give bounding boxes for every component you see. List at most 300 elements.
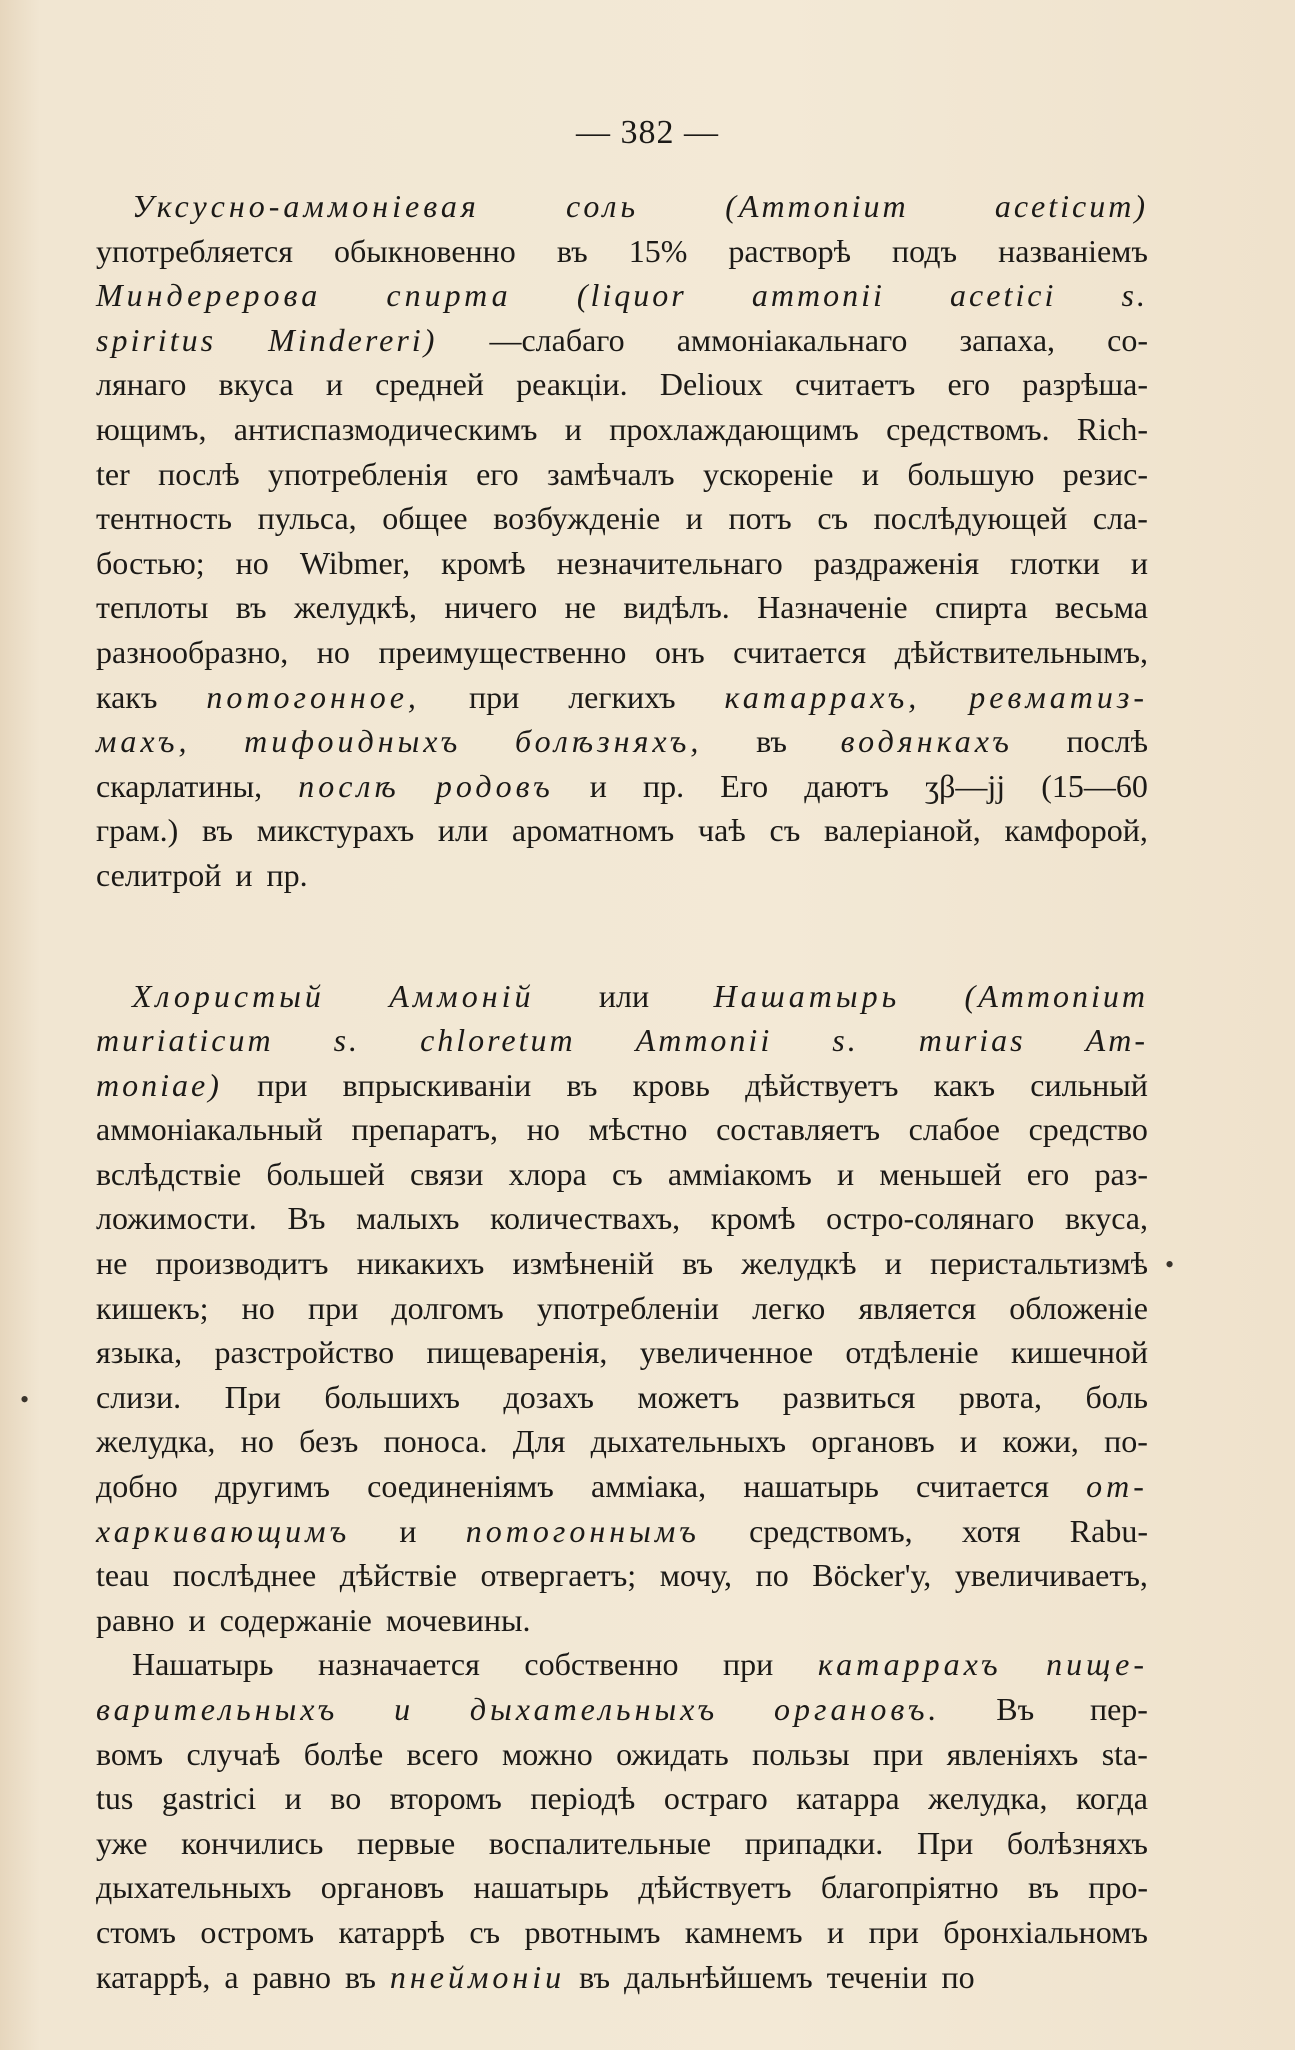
word: катаррѣ, [96,1958,211,1995]
word: а [224,1958,239,1995]
word: его [1026,1155,1070,1192]
word: пищеваренiя, [426,1334,608,1371]
word: дѣйствiе [339,1557,457,1594]
word: Назначенiе [757,589,908,626]
word: болѣзняхъ [1006,1824,1148,1861]
word: его [476,455,519,492]
word: при [257,1066,308,1103]
word: воспалительные [488,1824,712,1861]
word: растворѣ [728,232,852,269]
word: дыхательныхъ [469,1691,719,1727]
text-line [96,1018,1148,1063]
word: Am- [1085,1022,1148,1059]
word: (Ammonium [964,977,1148,1014]
text-line [96,1821,1148,1866]
word: teau [96,1557,150,1594]
word: второмъ [389,1780,502,1817]
word: лянаго [96,366,187,403]
word: ароматномъ [511,812,675,849]
word: обыкновенно [333,232,516,269]
word: аммонiакальный [96,1111,323,1148]
word: назначается [318,1646,480,1683]
word: При [916,1824,974,1861]
word: Böcker'у, [812,1557,932,1594]
word: препаратъ, [351,1111,499,1148]
word: онъ [654,633,705,670]
text-line [96,541,1148,586]
word: послѣ [158,455,240,492]
word: потогоннымъ [465,1512,700,1549]
word: остро-солянаго [826,1200,1035,1237]
word: припадки. [744,1824,884,1861]
text-line [96,853,1148,898]
word: Хлористый [132,977,325,1014]
word: варительныхъ [96,1691,339,1727]
word: и [1130,544,1148,581]
word: и [325,366,343,403]
word: разнообразно, [96,633,289,670]
word: кровь [632,1066,710,1103]
text-line [96,585,1148,630]
word: пер- [1089,1691,1148,1727]
word: въ [1028,1869,1059,1906]
text-line [96,1598,1148,1643]
word: всего [406,1735,479,1772]
word: сла- [1092,500,1148,537]
word: бостью; [96,544,205,581]
word: благопрiятно [820,1869,999,1906]
text-line [96,1553,1148,1598]
word: по- [1104,1423,1148,1460]
word: съ [469,1913,501,1950]
word: грам.) [96,812,179,849]
word: средство [1028,1111,1148,1148]
word: въ [556,232,588,269]
word: амміака, [591,1468,707,1505]
text-line [96,675,1148,720]
word: желудка, [96,1423,216,1460]
word: мочу, [659,1557,733,1594]
word: во [330,1780,362,1817]
word: Нашатырь [713,977,901,1014]
word: хлора [508,1155,587,1192]
word: кишекъ; [96,1289,209,1326]
word: въ [235,589,267,626]
word: и [589,767,607,804]
word: подъ [892,232,958,269]
word: но [235,544,269,581]
word: большую [907,455,1035,492]
word: потъ [728,500,792,537]
word: поноса. [383,1423,488,1460]
word: или [598,977,650,1014]
margin-dot: • [20,1385,30,1414]
word: раз- [1094,1155,1148,1192]
text-line [96,630,1148,675]
word: кромѣ [441,544,526,581]
word: въ [202,812,233,849]
word: aceticum) [994,188,1148,224]
word: дѣйствуетъ [745,1066,899,1103]
word: чаѣ [698,812,746,849]
paragraph-ammonium-chloride-indications [96,1642,1148,1999]
word: махъ, [96,723,191,760]
word: въ [579,1958,611,1995]
word: глотки [1010,544,1100,581]
word: нашатырь [473,1869,609,1906]
word: прохлаждающимъ [609,410,859,447]
word: кромѣ [710,1200,796,1237]
word: или [437,812,489,849]
word: Delioux [659,366,763,403]
word: органовъ [811,1423,935,1460]
word: разрѣша- [1022,366,1148,403]
word: случаѣ [186,1735,281,1772]
word: остраго [663,1780,768,1817]
text-line [96,1776,1148,1821]
word: средней [375,366,484,403]
word: антиспазмодическимъ [233,410,538,447]
word: мѣстно [588,1111,688,1148]
word: но [240,1423,274,1460]
word: болѣзняхъ, [514,723,703,760]
word: Ammonii [635,1022,773,1059]
text-line [96,1152,1148,1197]
text-line [96,808,1148,853]
word: амміакомъ [667,1155,812,1192]
word: потогонное, [206,678,420,715]
word: преимущественно [378,633,627,670]
word: обложенiе [1009,1289,1148,1326]
word: spiritus [96,321,217,358]
word: даютъ [804,767,889,804]
word: отвергаетъ; [480,1557,637,1594]
word: употребленiи [536,1289,719,1326]
word: дѣйствительнымъ, [894,633,1148,670]
word: пульса, [257,500,357,537]
word: послѣдующей [873,500,1068,537]
word: въ [345,1958,376,1995]
word: и [837,1155,855,1192]
word: катаррахъ, [724,678,921,715]
word: общее [382,500,468,537]
word: перистальтизмѣ [930,1245,1148,1282]
word: но [241,1289,275,1326]
word: видѣлъ. [623,589,730,626]
word: (Ammonium [725,188,909,224]
word: дѣйствуетъ [638,1869,792,1906]
word: теченiи [826,1958,928,1995]
word: органовъ [320,1869,445,1906]
word: послѣднее [172,1557,317,1594]
word: 15% [628,232,688,269]
margin-dot: • [1165,1250,1175,1279]
word: весьма [1054,589,1148,626]
paragraph-ammonium-acetate [96,184,1148,898]
text-line [96,1419,1148,1464]
word: дальнѣйшемъ [624,1958,813,1995]
word: ускоренiе [702,455,834,492]
word: остромъ [200,1913,314,1950]
word: увеличенное [639,1334,814,1371]
word: при [872,1735,924,1772]
word: вкуса [218,366,294,403]
word: кончились [181,1824,324,1861]
word: moniae) [96,1066,222,1103]
word: съ [611,1155,643,1192]
word: вслѣдствiе [96,1155,242,1192]
word: связи [409,1155,484,1192]
word: со- [1107,321,1148,358]
word: резис- [1062,455,1148,492]
word: рвота, [958,1378,1042,1415]
word: названiемъ [998,232,1148,269]
text-line [96,273,1148,318]
text-line [96,1955,1148,2000]
text-line [96,229,1148,274]
word: мочевины. [385,1601,531,1638]
word: послѣ [1066,723,1148,760]
word: раздраженiя [813,544,980,581]
word: слизи. [96,1378,182,1415]
text-line [96,1330,1148,1375]
word: возбужденiе [493,500,661,537]
word: добно [96,1468,178,1505]
text-line [96,1196,1148,1241]
word: реакцiи. [516,366,628,403]
word: желудкѣ, [293,589,417,626]
text-line [96,362,1148,407]
word: слабое [908,1111,1000,1148]
word: скарлатины, [96,767,263,804]
word: аммонiакальнаго [676,321,908,358]
word: микстурахъ [256,812,415,849]
word: составляетъ [716,1111,880,1148]
text-line [96,1687,1148,1732]
word: первые [357,1824,456,1861]
word: и [188,1601,206,1638]
word: (liquor [576,277,687,314]
word: другимъ [214,1468,330,1505]
word: и [394,1691,415,1727]
text-line [96,719,1148,764]
word: селитрой [96,856,222,893]
word: легко [752,1289,826,1326]
word: считается [733,633,867,670]
word: разстройство [214,1334,395,1371]
word: теплоты [96,589,209,626]
word: ревматиз- [969,678,1148,715]
word: катарра [796,1780,900,1817]
text-line [96,184,1148,229]
word: Нашатырь [132,1646,274,1683]
word: развиться [782,1378,916,1415]
word: тифоидныхъ [244,723,462,760]
text-line [96,407,1148,452]
word: —слабаго [489,321,625,358]
word: пр. [643,767,685,804]
text-line [96,1464,1148,1509]
word: от- [1086,1468,1148,1505]
word: катаррахъ [817,1646,1002,1683]
word: ʒβ—jj [924,767,1006,804]
word: ter [96,455,130,492]
text-line [96,1063,1148,1108]
word: acetici [950,277,1057,314]
text-line [96,1375,1148,1420]
word: про- [1088,1869,1148,1906]
word: содержанiе [219,1601,372,1638]
word: какъ [96,678,158,715]
word: кишечной [1010,1334,1148,1371]
word: ожидать [616,1735,729,1772]
word: средствомъ, [749,1512,913,1549]
word: и [564,410,582,447]
word: по [755,1557,789,1594]
word: пользы [752,1735,850,1772]
word: родовъ [435,767,554,804]
word: употребленiя [268,455,448,492]
word: Его [720,767,769,804]
word: долгомъ [391,1289,504,1326]
word: малыхъ [356,1200,460,1237]
word: какъ [933,1066,996,1103]
word: соль [565,188,640,224]
word: рвотнымъ [524,1913,661,1950]
word: увеличиваетъ, [954,1557,1148,1594]
word: s. [1121,277,1148,314]
body-text [96,184,1148,1999]
text-line [96,1910,1148,1955]
word: водянкахъ [840,723,1013,760]
word: харкивающимъ [96,1512,351,1549]
word: Въ [996,1691,1035,1727]
word: s. [832,1022,859,1059]
word: Аммонiй [389,977,535,1014]
word: (15—60 [1041,767,1148,804]
word: Rabu- [1069,1512,1148,1549]
word: ющимъ, [96,410,207,447]
word: замѣчалъ [546,455,675,492]
word: болѣе [303,1735,384,1772]
word: вомъ [96,1735,164,1772]
word: не [564,589,596,626]
word: и [884,1245,902,1282]
word: по [941,1958,975,1995]
word: безъ [299,1423,359,1460]
word: съ [769,812,801,849]
word: кожи, [1002,1423,1079,1460]
word: дозахъ [503,1378,594,1415]
word: murias [918,1022,1026,1059]
word: катаррѣ [338,1913,445,1950]
word: gastrici [161,1780,257,1817]
word: s. [333,1022,361,1059]
text-line [96,1509,1148,1554]
text-line [96,1865,1148,1910]
word: измѣненiй [512,1245,654,1282]
word: и [861,455,879,492]
word: тентность [96,500,232,537]
word: сильный [1030,1066,1148,1103]
word: послѣ [298,767,400,804]
word: tus [96,1780,134,1817]
word: при [468,678,520,715]
word: пр. [266,856,308,893]
word: желудка, [928,1780,1048,1817]
word: спирта [935,589,1028,626]
word: его [947,366,991,403]
word: Wibmer, [299,544,411,581]
word: и [399,1512,417,1549]
word: перiодѣ [530,1780,636,1817]
word: при [723,1646,774,1683]
word: отдѣленiе [845,1334,979,1371]
word: валерiаной, [824,812,981,849]
word: большихъ [324,1378,460,1415]
text-line [96,318,1148,363]
word: можно [502,1735,593,1772]
word: и [960,1423,978,1460]
word: запаха, [959,321,1056,358]
word: дыхательныхъ [590,1423,787,1460]
word: нашатырь [743,1468,879,1505]
word: незначительнаго [556,544,783,581]
text-line [96,1286,1148,1331]
word: употребляется [96,232,293,269]
word: но [316,633,350,670]
word: стомъ [96,1913,176,1950]
paragraph-ammonium-chloride [96,974,1148,1643]
word: при [868,1913,919,1950]
word: ничего [444,589,538,626]
word: но [526,1111,560,1148]
word: камнемъ [684,1913,803,1950]
word: впрыскиванiи [342,1066,532,1103]
word: Въ [287,1200,326,1237]
word: ложимости. [96,1200,257,1237]
word: когда [1076,1780,1148,1817]
word: явленiяхъ [946,1735,1079,1772]
word: большей [266,1155,385,1192]
word: языка, [96,1334,183,1371]
word: хотя [961,1512,1021,1549]
word: спирта [386,277,512,314]
word: Миндерерова [96,277,322,314]
word: Rich- [1076,410,1148,447]
text-line [96,1732,1148,1777]
word: не [96,1245,128,1282]
word: и [235,856,253,893]
word: muriaticum [96,1022,274,1059]
word: уже [96,1824,148,1861]
word: пнеймонiи [389,1958,566,1995]
word: бронхiальномъ [943,1913,1148,1950]
word: съ [817,500,849,537]
word: Mindereri) [268,321,438,358]
text-line [96,1107,1148,1152]
word: является [858,1289,977,1326]
text-line [96,1642,1148,1687]
word: ammonii [751,277,885,314]
word: можетъ [637,1378,740,1415]
word: въ [756,723,787,760]
word: средствомъ. [886,410,1050,447]
word: въ [566,1066,598,1103]
word: chloretum [420,1022,576,1059]
word: легкихъ [568,678,676,715]
word: органовъ. [773,1691,941,1727]
